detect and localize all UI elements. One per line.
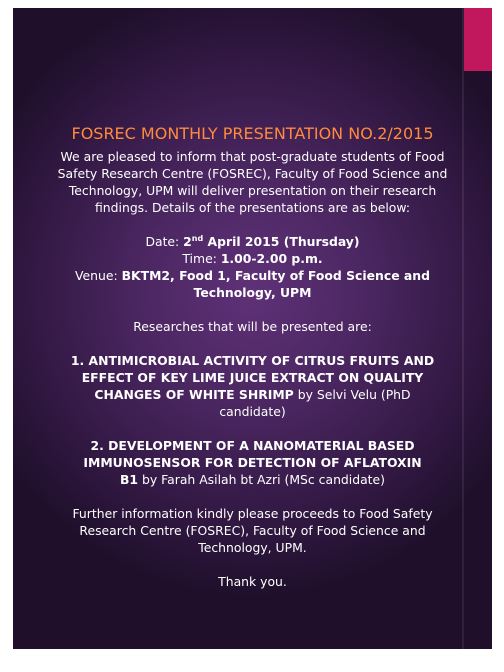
research-item-2 xyxy=(13,437,492,488)
research-2-presenter: by Farah Asilah bt Azri (MSc candidate) xyxy=(138,472,385,487)
date-rest: April 2015 (Thursday) xyxy=(203,234,360,249)
venue-value: BKTM2, Food 1, Faculty of Food Science and Technology, UPM xyxy=(121,268,430,300)
date-suffix: nd xyxy=(191,234,204,243)
date-value xyxy=(183,234,359,249)
research-2-number: 2. xyxy=(90,438,109,453)
closing-text: Thank you. xyxy=(218,574,287,589)
research-1-presenter: by Selvi Velu (PhD candidate) xyxy=(219,387,411,419)
accent-bar xyxy=(464,8,492,71)
time-label: Time: xyxy=(182,251,221,266)
researches-intro: Researches that will be presented are: xyxy=(133,319,372,334)
research-1-title: ANTIMICROBIAL ACTIVITY OF CITRUS FRUITS AND EFFECT OF KEY LIME JUICE EXTRACT ON QUALITY CHANGES OF WHITE SHRIMP xyxy=(81,353,435,402)
slide xyxy=(13,8,492,649)
date-day: 2 xyxy=(183,234,192,249)
time-line xyxy=(13,250,492,267)
date-line xyxy=(13,233,492,250)
research-2-title: DEVELOPMENT OF A NANOMATERIAL BASED IMMUNOSENSOR FOR DETECTION OF AFLATOXIN B1 xyxy=(83,438,422,487)
venue-label: Venue: xyxy=(75,268,122,283)
research-1-number: 1. xyxy=(70,353,89,368)
slide-content xyxy=(13,124,492,590)
time-value: 1.00-2.00 p.m. xyxy=(220,251,323,266)
date-label: Date: xyxy=(145,234,184,249)
intro-paragraph: We are pleased to inform that post-graduate students of Food Safety Research Centre (FOSREC), Faculty of Food Science and Technology, UPM will deliver presentation on their research findings. Details of the presentations are as below: xyxy=(57,149,448,215)
slide-title: FOSREC MONTHLY PRESENTATION NO.2/2015 xyxy=(71,124,434,143)
research-item-1 xyxy=(13,352,492,420)
venue-line xyxy=(13,267,492,301)
further-info: Further information kindly please proceeds to Food Safety Research Centre (FOSREC), Faculty of Food Science and Technology, UPM. xyxy=(72,506,433,555)
